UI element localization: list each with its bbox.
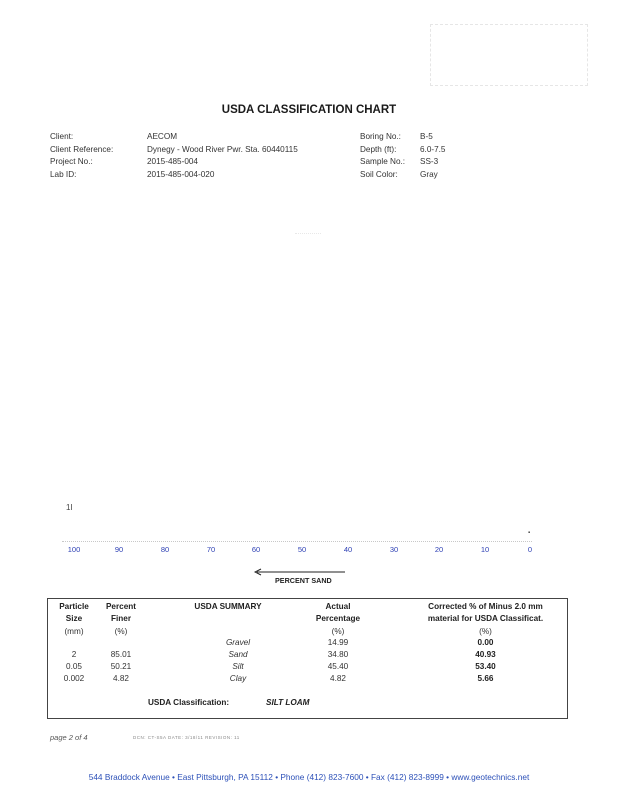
sample-no-value: SS-3 <box>420 157 439 166</box>
col-actual-unit: (%) <box>331 627 345 636</box>
col-particle-header: Particle <box>59 602 89 611</box>
tick-label-20: 20 <box>434 545 444 554</box>
page-title: USDA CLASSIFICATION CHART <box>221 104 397 116</box>
client-reference-value: Dynegy - Wood River Pwr. Sta. 60440115 <box>147 144 298 154</box>
footer-address: 544 Braddock Avenue • East Pittsburgh, PA 15112 • Phone (412) 823-7600 • Fax (412) 823-8999 • www.geotechnics.net <box>88 772 530 782</box>
info-right-values <box>420 131 446 181</box>
usda-summary-table <box>47 598 568 719</box>
col-usda-summary-header: USDA SUMMARY <box>194 602 262 611</box>
row-gravel-corrected: 0.00 <box>477 638 494 647</box>
row-silt-size: 0.05 <box>66 662 82 671</box>
row-clay-actual: 4.82 <box>330 674 346 683</box>
row-clay-finer: 4.82 <box>113 674 129 683</box>
client-label: Client: <box>50 132 74 141</box>
row-clay-name: Clay <box>229 674 247 683</box>
chart-axis-title: PERCENT SAND <box>275 576 332 585</box>
tick-label-70: 70 <box>206 545 216 554</box>
client-value: AECOM <box>147 132 178 141</box>
row-silt-finer: 50.21 <box>110 662 132 671</box>
tick-label-50: 50 <box>297 545 307 554</box>
col-actual-header: Actual <box>325 602 351 611</box>
col-finer-header: Finer <box>110 614 132 623</box>
project-no-value: 2015-485-004 <box>147 157 198 166</box>
row-sand-actual: 34.80 <box>327 650 349 659</box>
faint-stamp-box <box>430 24 588 86</box>
row-sand-corrected: 40.93 <box>475 650 496 659</box>
tick-label-30: 30 <box>389 545 399 554</box>
project-no-label: Project No.: <box>50 157 93 166</box>
col-percent-header: Percent <box>105 602 137 611</box>
row-clay-corrected: 5.66 <box>477 674 494 683</box>
col-finer-unit: (%) <box>114 627 128 636</box>
tick-label-100: 100 <box>67 545 81 554</box>
usda-classification-value: SILT LOAM <box>266 698 310 707</box>
col-size-header: Size <box>65 614 83 623</box>
lab-id-value: 2015-485-004-020 <box>147 169 215 179</box>
chart-y-mark: 1I <box>66 503 73 512</box>
info-left-labels <box>50 131 113 181</box>
row-sand-name: Sand <box>228 650 248 659</box>
col-corrected-header: Corrected % of Minus 2.0 mm <box>428 602 543 611</box>
row-gravel-name: Gravel <box>225 638 251 647</box>
tick-label-90: 90 <box>114 545 124 554</box>
chart-x-axis <box>62 541 532 542</box>
col-percentage-header: Percentage <box>315 614 361 623</box>
sample-no-label: Sample No.: <box>360 157 406 166</box>
row-gravel-actual: 14.99 <box>327 638 349 647</box>
col-corrected-header-2: material for USDA Classificat. <box>427 614 544 623</box>
client-reference-label: Client Reference: <box>50 144 114 154</box>
page-number: page 2 of 4 <box>50 733 88 742</box>
chart-dot: ▪ <box>528 530 531 536</box>
boring-no-label: Boring No.: <box>360 132 401 141</box>
row-sand-size: 2 <box>71 650 77 659</box>
row-sand-finer: 85.01 <box>110 650 132 659</box>
soil-color-label: Soil Color: <box>360 169 398 179</box>
row-silt-name: Silt <box>232 662 244 671</box>
depth-label: Depth (ft): <box>360 144 397 154</box>
usda-classification-label: USDA Classification: <box>148 698 230 707</box>
tick-label-0: 0 <box>527 545 533 554</box>
row-clay-size: 0.002 <box>63 674 85 683</box>
lab-id-label: Lab ID: <box>50 169 77 179</box>
row-silt-actual: 45.40 <box>327 662 349 671</box>
tick-label-10: 10 <box>480 545 490 554</box>
tick-label-40: 40 <box>343 545 353 554</box>
row-silt-corrected: 53.40 <box>475 662 496 671</box>
soil-color-value: Gray <box>420 169 438 179</box>
document-control-number: DCN: CT-S5A DATE: 3/18/11 REVISION: 11 <box>133 735 240 740</box>
faint-scan-mark <box>295 233 321 238</box>
info-right-labels <box>360 131 405 181</box>
info-left-values <box>147 131 298 181</box>
col-corrected-unit: (%) <box>479 627 492 636</box>
tick-label-60: 60 <box>251 545 261 554</box>
left-arrow-icon <box>253 568 345 576</box>
boring-no-value: B-5 <box>420 132 433 141</box>
tick-label-80: 80 <box>160 545 170 554</box>
col-size-unit: (mm) <box>64 627 84 636</box>
depth-value: 6.0-7.5 <box>420 144 446 154</box>
